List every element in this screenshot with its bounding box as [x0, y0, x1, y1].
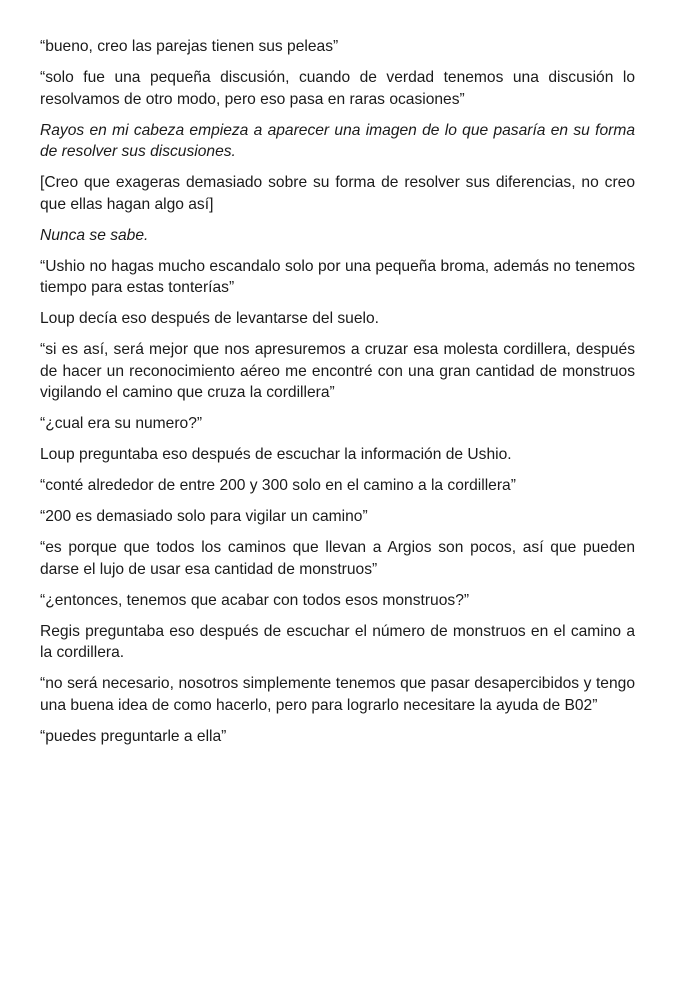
paragraph: Loup preguntaba eso después de escuchar la información de Ushio.: [40, 446, 512, 463]
paragraph: “conté alrededor de entre 200 y 300 solo en el camino a la cordillera”: [40, 477, 516, 494]
paragraph: “si es así, será mejor que nos apresuremos a cruzar esa molesta cordillera, después de hacer un reconocimiento aéreo me encontré con una gran cantidad de monstruos vigilando el camino que cruza la cordillera”: [40, 341, 635, 401]
paragraph: Rayos en mi cabeza empieza a aparecer una imagen de lo que pasaría en su forma de resolver sus discusiones.: [40, 121, 635, 160]
paragraph: “puedes preguntarle a ella”: [40, 727, 227, 745]
paragraph: “bueno, creo las parejas tienen sus peleas”: [40, 38, 339, 55]
paragraph: Nunca se sabe.: [40, 226, 149, 244]
paragraph: “solo fue una pequeña discusión, cuando de verdad tenemos una discusión lo resolvamos de otro modo, pero eso pasa en raras ocasiones”: [40, 69, 635, 108]
paragraph: “¿entonces, tenemos que acabar con todos esos monstruos?”: [40, 591, 470, 609]
paragraph: [Creo que exageras demasiado sobre su forma de resolver sus diferencias, no creo que ellas hagan algo así]: [40, 174, 635, 213]
paragraph: “no será necesario, nosotros simplemente tenemos que pasar desapercibidos y tengo una buena idea de como hacerlo, pero para lograrlo necesitare la ayuda de B02”: [40, 675, 635, 714]
paragraph: Regis preguntaba eso después de escuchar el número de monstruos en el camino a la cordillera.: [40, 622, 635, 661]
paragraph: “es porque que todos los caminos que llevan a Argios son pocos, así que pueden darse el lujo de usar esa cantidad de monstruos”: [40, 539, 635, 578]
paragraph: Loup decía eso después de levantarse del suelo.: [40, 310, 379, 327]
paragraph: “¿cual era su numero?”: [40, 415, 203, 432]
paragraph: “200 es demasiado solo para vigilar un camino”: [40, 508, 368, 525]
paragraph: “Ushio no hagas mucho escandalo solo por una pequeña broma, además no tenemos tiempo para estas tonterías”: [40, 257, 635, 296]
document-page: [40, 36, 635, 757]
